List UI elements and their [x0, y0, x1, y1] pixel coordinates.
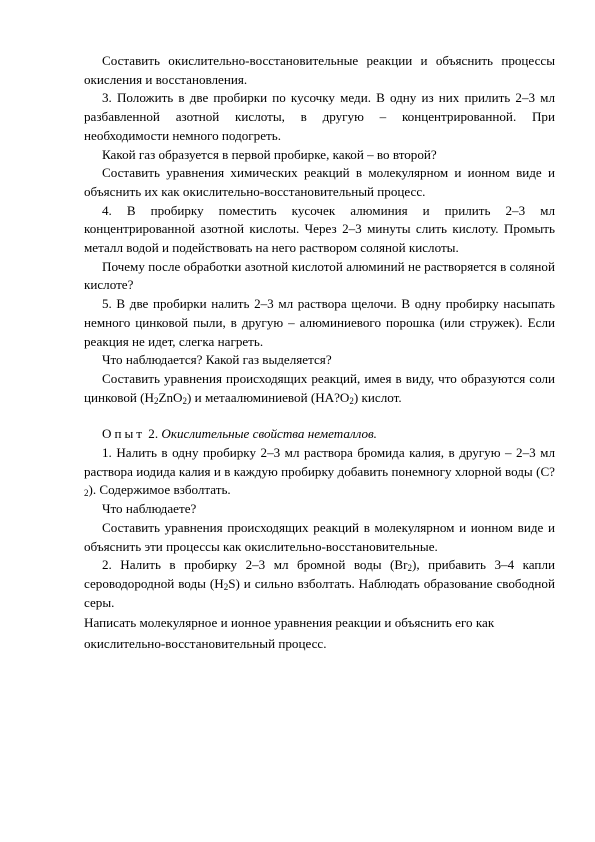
text-segment: ) и метаалюминиевой (HA?O	[187, 389, 350, 405]
paragraph-question-aluminium: Почему после обработки азотной кислотой алюминий не растворяется в соляной кислоте?	[84, 258, 555, 293]
subscript: 2	[182, 395, 188, 406]
paragraph-question-gas: Какой газ образуется в первой пробирке, какой – во второй?	[102, 146, 437, 162]
paragraph-redox-task: Составить окислительно-восстановительные реакции и объяснить процессы окисления и восстановления.	[84, 53, 555, 87]
paragraph-step-2-bromine	[84, 556, 555, 612]
text-segment: ZnO	[158, 389, 183, 405]
paragraph-step-3-copper: 3. Положить в две пробирки по кусочку меди. В одну из них прилить 2–3 мл разбавленной азотной кислоты, в другую – концентрированной. При необходимости немного подогреть.	[84, 90, 555, 143]
text-segment: 2. Налить в пробирку 2–3 мл бромной воды (Br	[102, 557, 408, 573]
subscript: 2	[407, 563, 412, 574]
subscript: 2	[154, 395, 159, 406]
text-segment: S) и сильно взболтать. Наблюдать образование свободной серы.	[84, 575, 555, 610]
experiment-label: Опыт	[102, 426, 145, 442]
document-page	[84, 52, 555, 654]
subscript: 2	[223, 581, 229, 592]
experiment-number: 2.	[148, 426, 159, 442]
text-segment: ), прибавить 3–4 капли сероводородной воды (H	[84, 557, 555, 591]
subscript: 2	[84, 488, 89, 499]
paragraph-question-observe-gas: Что наблюдается? Какой газ выделяется?	[102, 352, 332, 368]
paragraph-final-task: Написать молекулярное и ионное уравнения реакции и объяснить его как окислительно-восстановительный процесс.	[84, 615, 495, 652]
subscript: 2	[349, 395, 354, 406]
paragraph-step-5-alkali: 5. В две пробирки налить 2–3 мл раствора щелочи. В одну пробирку насыпать немного цинковой пыли, в другую – алюминиевого порошка (или стружек). Если реакция не идет, слегка нагреть.	[84, 296, 555, 349]
text-segment: 1. Налить в одну пробирку 2–3 мл раствора бромида калия, в другую – 2–3 мл раствора иодида калия и в каждую пробирку добавить понемногу хлорной воды (C?	[84, 445, 555, 479]
paragraph-question-observe: Что наблюдаете?	[102, 501, 197, 517]
text-segment: Составить уравнения происходящих реакций, имея в виду, что образуются соли цинковой (H	[84, 370, 555, 405]
paragraph-step-1-halides	[84, 444, 555, 500]
experiment-title: Окислительные свойства неметаллов.	[161, 426, 377, 442]
paragraph-salts-formulas	[84, 370, 555, 407]
text-segment: ). Содержимое взболтать.	[88, 482, 231, 498]
paragraph-equations-ionic: Составить уравнения происходящих реакций в молекулярном и ионном виде и объяснить эти процессы как окислительно-восстановительные.	[84, 519, 555, 554]
text-segment: ) кислот.	[353, 389, 402, 405]
experiment-heading	[84, 425, 555, 444]
paragraph-step-4-aluminium: 4. В пробирку поместить кусочек алюминия и прилить 2–3 мл концентрированной азотной кислоты. Через 2–3 минуты слить кислоту. Промыть металл водой и подействовать на него раствором соляной кислоты.	[84, 202, 555, 256]
paragraph-equations-task: Составить уравнения химических реакций в молекулярном и ионном виде и объяснить их как окислительно-восстановительный процесс.	[84, 165, 555, 199]
